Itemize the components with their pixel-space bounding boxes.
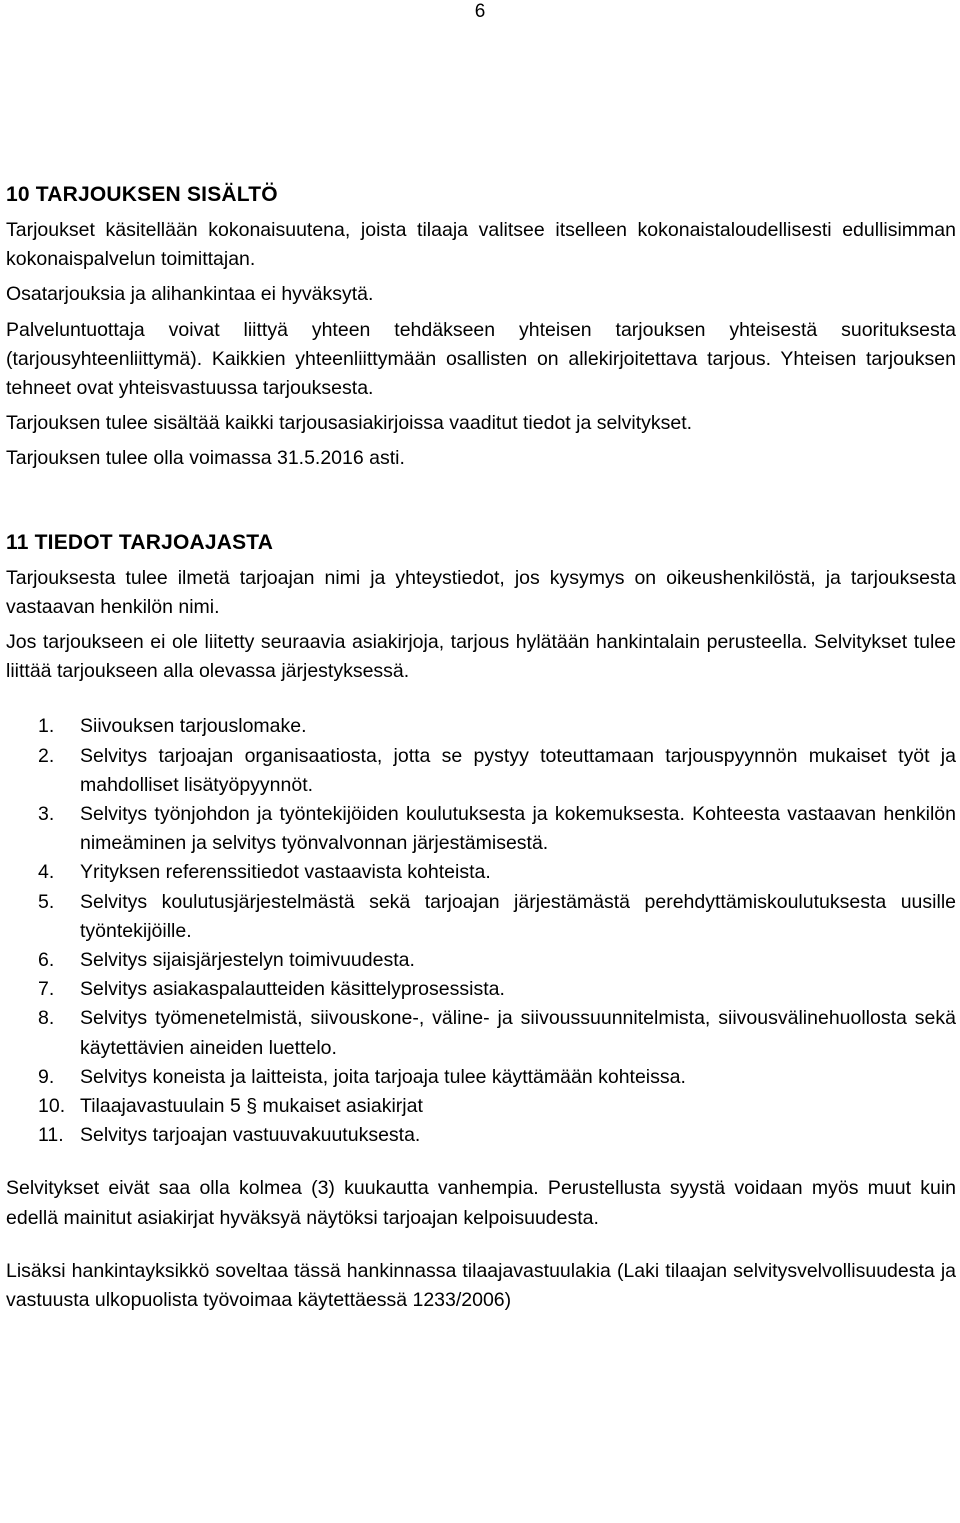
list-item-number: 6. (38, 949, 55, 972)
list-item-text: Selvitys sijaisjärjestelyn toimivuudesta. (80, 949, 415, 972)
section-11-intro: Tarjouksesta tulee ilmetä tarjoajan nimi ja yhteystiedot, jos kysymys on oikeushenkilöstä, ja tarjouksesta vastaavan henkilön nimi. (6, 566, 956, 618)
list-item-number: 8. (38, 1007, 55, 1030)
list-item (6, 946, 956, 975)
section-10-paragraph-4: Tarjouksen tulee sisältää kaikki tarjousasiakirjoissa vaaditut tiedot ja selvitykset. (6, 412, 693, 435)
list-item-text: Siivouksen tarjouslomake. (80, 715, 307, 738)
list-item-number: 11. (38, 1124, 64, 1147)
list-item (6, 888, 956, 946)
section-11-requirement: Jos tarjoukseen ei ole liitetty seuraavia asiakirjoja, tarjous hylätään hankintalain perusteella. Selvitykset tulee liittää tarjoukseen alla olevassa järjestyksessä. (6, 631, 956, 683)
list-item (6, 1092, 956, 1121)
list-item-number: 2. (38, 744, 55, 767)
list-item (6, 1063, 956, 1092)
list-item-text: Selvitys koulutusjärjestelmästä sekä tarjoajan järjestämästä perehdyttämiskoulutuksesta uusille työntekijöille. (80, 890, 956, 942)
list-item (6, 742, 956, 800)
section-10-paragraph-2: Osatarjouksia ja alihankintaa ei hyväksytä. (6, 283, 374, 306)
document-body (6, 176, 956, 1315)
required-documents-list (6, 712, 956, 1150)
list-item (6, 712, 956, 741)
list-item (6, 975, 956, 1004)
section-11-validity: Selvitykset eivät saa olla kolmea (3) kuukautta vanhempia. Perustellusta syystä voidaan myös muut kuin edellä mainitut asiakirjat hyväksyä näytöksi tarjoajan kelpoisuudesta. (6, 1177, 956, 1229)
section-10-paragraph-1: Tarjoukset käsitellään kokonaisuutena, joista tilaaja valitsee itselleen kokonaistaloudellisesti edullisimman kokonaispalvelun toimittajan. (6, 219, 956, 271)
list-item (6, 1121, 956, 1150)
list-item-text: Selvitys asiakaspalautteiden käsittelyprosessista. (80, 978, 505, 1001)
list-item-text: Selvitys koneista ja laitteista, joita tarjoaja tulee käyttämään kohteissa. (80, 1065, 686, 1088)
list-item-text: Selvitys työnjohdon ja työntekijöiden koulutuksesta ja kokemuksesta. Kohteesta vastaavan henkilön nimeäminen ja selvitys työnvalvonnan järjestämisestä. (80, 803, 956, 855)
list-item-number: 4. (38, 861, 55, 884)
section-11-heading: 11 TIEDOT TARJOAJASTA (6, 530, 274, 554)
list-item-text: Selvitys työmenetelmistä, siivouskone-, väline- ja siivoussuunnitelmista, siivousvälinehuollosta sekä käytettävien aineiden luettelo. (80, 1007, 956, 1059)
list-item-number: 3. (38, 803, 55, 826)
section-11-law: Lisäksi hankintayksikkö soveltaa tässä hankinnassa tilaajavastuulakia (Laki tilaajan selvitysvelvollisuudesta ja vastuusta ulkopuolista työvoimaa käytettäessä 1233/2006) (6, 1259, 956, 1312)
list-item-text: Selvitys tarjoajan vastuuvakuutuksesta. (80, 1124, 421, 1147)
list-item-text: Tilaajavastuulain 5 § mukaiset asiakirjat (80, 1095, 423, 1118)
section-10-paragraph-5: Tarjouksen tulee olla voimassa 31.5.2016 asti. (6, 447, 405, 470)
page-number: 6 (474, 1, 486, 22)
list-item-text: Selvitys tarjoajan organisaatiosta, jotta se pystyy toteuttamaan tarjouspyynnön mukaiset työt ja mahdolliset lisätyöpyynnöt. (80, 744, 956, 796)
section-10-paragraph-3: Palveluntuottaja voivat liittyä yhteen tehdäkseen yhteisen tarjouksen yhteisestä suorituksesta (tarjousyhteenliittymä). Kaikkien yhteenliittymään osallisten on allekirjoitettava tarjous. Yhteisen tarjouksen tehneet ovat yhteisvastuussa tarjouksesta. (6, 318, 956, 400)
section-10-heading: 10 TARJOUKSEN SISÄLTÖ (6, 183, 278, 206)
list-item-number: 9. (38, 1065, 55, 1088)
list-item (6, 800, 956, 858)
list-item (6, 858, 956, 887)
list-item-number: 7. (38, 978, 55, 1001)
list-item-number: 10. (38, 1095, 66, 1118)
list-item-number: 1. (38, 715, 55, 738)
list-item (6, 1004, 956, 1062)
list-item-number: 5. (38, 890, 55, 913)
list-item-text: Yrityksen referenssitiedot vastaavista kohteista. (80, 861, 491, 884)
